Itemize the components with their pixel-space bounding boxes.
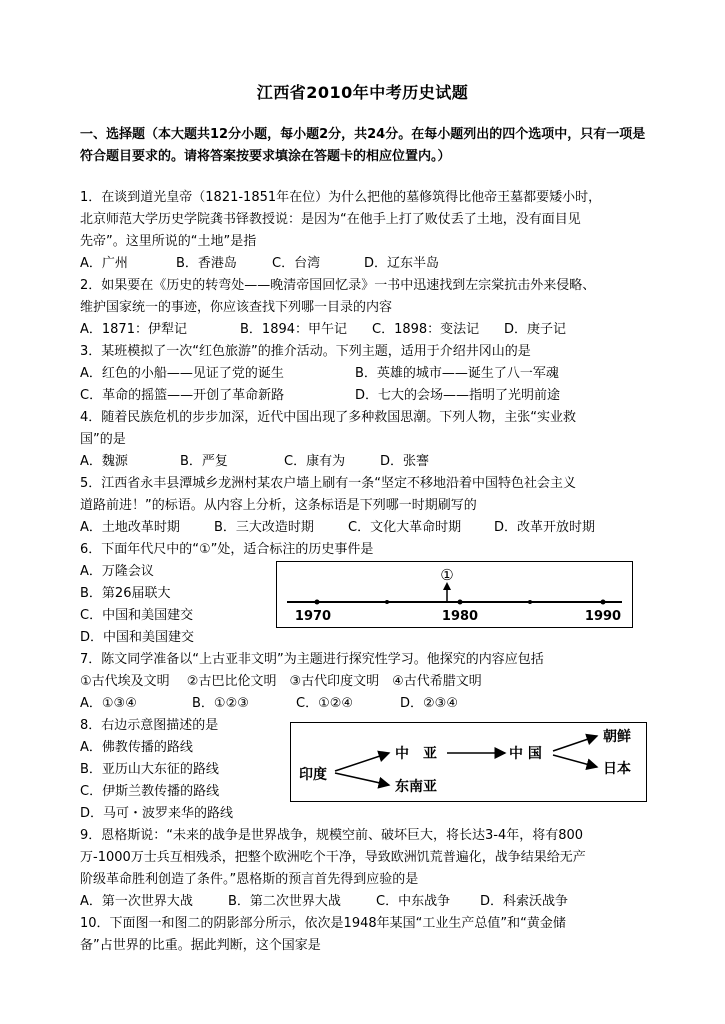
question-7-items: ①古代埃及文明 ②古巴比伦文明 ③古代印度文明 ④古代希腊文明 <box>80 674 482 689</box>
option-a: A．土地改革时期 <box>80 520 180 535</box>
timeline-tick <box>601 600 606 605</box>
option-c: C．伊斯兰教传播的路线 <box>80 784 220 799</box>
route-arrow <box>335 773 389 785</box>
question-4-text: 国”的是 <box>80 432 126 447</box>
route-mid: 中 亚 <box>395 746 437 762</box>
question-10-text: 10．下面图一和图二的阴影部分所示，依次是1948年某国“工业生产总值”和“黄金储 <box>80 916 566 931</box>
option-d: D．马可・波罗来华的路线 <box>80 806 234 821</box>
option-a: A．红色的小船——见证了党的诞生 <box>80 366 284 381</box>
question-9-options <box>80 892 568 912</box>
option-d: D．辽东半岛 <box>364 256 440 271</box>
question-1-options <box>80 254 439 274</box>
option-c: C．中国和美国建交 <box>80 608 194 623</box>
timeline-tick <box>528 600 532 604</box>
option-d: D．中国和美国建交 <box>80 630 195 645</box>
timeline-year: 1990 <box>584 609 622 624</box>
timeline-tick <box>458 600 463 605</box>
route-arrow <box>335 753 389 771</box>
route-destination: 朝鲜 <box>603 729 631 745</box>
option-c: C．文化大革命时期 <box>348 520 462 535</box>
question-7-text: 7．陈文同学准备以“上古亚非文明”为主题进行探究性学习。他探究的内容应包括 <box>80 652 544 667</box>
option-c: C．1898：变法记 <box>372 322 480 337</box>
timeline-marker: ① <box>440 566 454 584</box>
option-b: B．亚历山大东征的路线 <box>80 762 219 777</box>
route-hub: 中 国 <box>509 746 542 762</box>
option-b: B．三大改造时期 <box>214 520 314 535</box>
route-mid: 东南亚 <box>395 779 437 795</box>
question-4-text: 4．随着民族危机的步步加深，近代中国出现了多种救国思潮。下列人物，主张“实业救 <box>80 410 577 425</box>
option-a: A．万隆会议 <box>80 564 154 579</box>
option-c: C．中东战争 <box>376 894 451 909</box>
question-10-text: 备”占世界的比重。据此判断，这个国家是 <box>80 938 321 953</box>
question-1-text: 先帝”。这里所说的“土地”是指 <box>80 234 257 249</box>
option-b: B．①②③ <box>192 696 249 711</box>
timeline-svg <box>277 562 632 627</box>
route-arrow <box>553 736 597 751</box>
page-title: 江西省2010年中考历史试题 <box>256 83 469 102</box>
section-heading: 一、选择题（本大题共12分小题，每小题2分，共24分。在每小题列出的四个选项中，只有一项是符合题目要求的。请将答案按要求填涂在答题卡的相应位置内。） <box>80 127 646 164</box>
option-c: C．①②④ <box>296 696 354 711</box>
question-6-text: 6．下面年代尺中的“①”处，适合标注的历史事件是 <box>80 542 374 557</box>
timeline-tick <box>315 600 320 605</box>
question-4-options <box>80 452 429 472</box>
question-7-options <box>80 694 458 714</box>
question-1-text: 1．在谈到道光皇帝（1821-1851年在位）为什么把他的墓修筑得比他帝王墓都要矮小时， <box>80 190 602 205</box>
option-d: D．改革开放时期 <box>494 520 596 535</box>
option-d: D．七大的会场——指明了光明前途 <box>355 388 561 403</box>
option-b: B．严复 <box>180 454 228 469</box>
timeline-year: 1970 <box>294 609 332 624</box>
question-9-text: 阶级革命胜利创造了条件。”恩格斯的预言首先得到应验的是 <box>80 872 419 887</box>
option-c: C．台湾 <box>272 256 321 271</box>
option-d: D．张謇 <box>380 454 430 469</box>
question-8-text: 8．右边示意图描述的是 <box>80 718 219 733</box>
option-b: B．英雄的城市——诞生了八一军魂 <box>355 366 559 381</box>
question-2-text: 2．如果要在《历史的转弯处——晚清帝国回忆录》一书中迅速找到左宗棠抗击外来侵略、 <box>80 278 596 293</box>
question-1-text: 北京师范大学历史学院龚书铎教授说：是因为“在他手上打了败仗丢了土地，没有面目见 <box>80 212 581 227</box>
route-svg <box>291 723 646 801</box>
option-b: B．第二次世界大战 <box>228 894 341 909</box>
question-3-options <box>80 364 559 384</box>
route-origin: 印度 <box>299 767 327 783</box>
option-a: A．1871：伊犁记 <box>80 322 187 337</box>
question-3-text: 3．某班模拟了一次“红色旅游”的推介活动。下列主题，适用于介绍井冈山的是 <box>80 344 531 359</box>
option-a: A．①③④ <box>80 696 137 711</box>
route-arrow <box>553 755 597 767</box>
option-a: A．魏源 <box>80 454 128 469</box>
option-c: C．革命的摇篮——开创了革命新路 <box>80 388 285 403</box>
question-5-text: 5．江西省永丰县潭城乡龙洲村某农户墙上刷有一条“坚定不移地沿着中国特色社会主义 <box>80 476 577 491</box>
question-5-text: 道路前进！”的标语。从内容上分析，这条标语是下列哪一时期刷写的 <box>80 498 477 513</box>
question-9-text: 万-1000万士兵互相残杀，把整个欧洲吃个干净，导致欧洲饥荒普遍化，战争结果给无产 <box>80 850 586 865</box>
question-9-text: 9．恩格斯说：“未来的战争是世界战争，规模空前、破坏巨大，将长达3-4年，将有800 <box>80 828 584 843</box>
option-d: D．庚子记 <box>504 322 567 337</box>
option-a: A．广州 <box>80 256 128 271</box>
route-destination: 日本 <box>603 761 631 777</box>
question-2-text: 维护国家统一的事迹，你应该查找下列哪一目录的内容 <box>80 300 393 315</box>
timeline-tick <box>385 600 389 604</box>
option-a: A．佛教传播的路线 <box>80 740 193 755</box>
question-5-options <box>80 518 595 538</box>
option-d: D．②③④ <box>400 696 458 711</box>
question-3-options <box>80 386 560 406</box>
question-2-options <box>80 320 566 340</box>
timeline-figure <box>276 561 633 628</box>
option-c: C．康有为 <box>284 454 346 469</box>
route-diagram <box>290 722 647 802</box>
option-b: B．香港岛 <box>176 256 237 271</box>
timeline-year: 1980 <box>441 609 479 624</box>
option-a: A．第一次世界大战 <box>80 894 193 909</box>
option-b: B．1894：甲午记 <box>240 322 348 337</box>
option-b: B．第26届联大 <box>80 586 171 601</box>
option-d: D．科索沃战争 <box>480 894 569 909</box>
